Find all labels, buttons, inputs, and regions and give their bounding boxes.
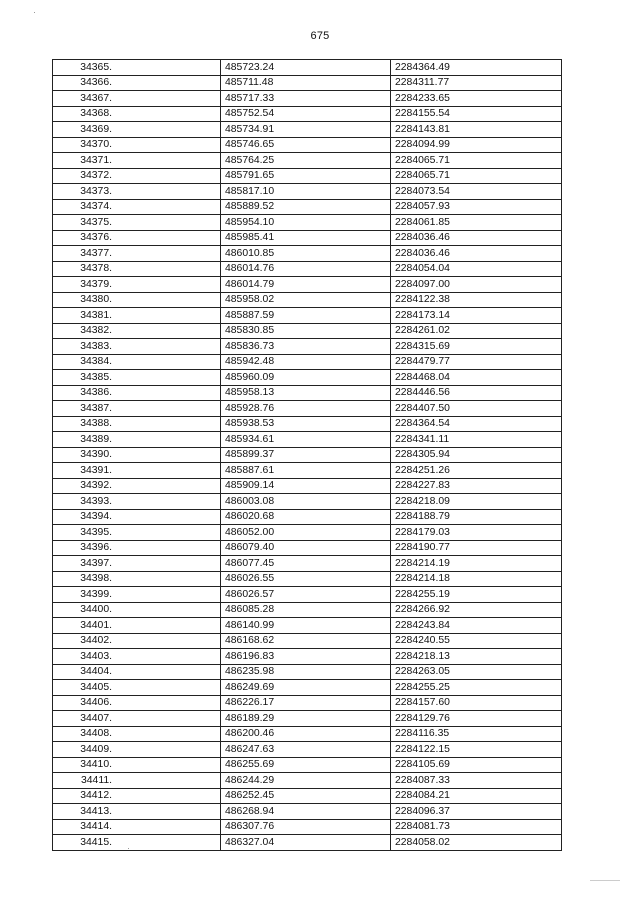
- y-coordinate-cell: 2284263.05: [391, 664, 562, 680]
- x-coordinate-cell: 486003.08: [221, 494, 391, 510]
- x-coordinate-cell: 485899.37: [221, 447, 391, 463]
- table-row: [53, 478, 562, 494]
- point-number-cell: 34377.: [53, 246, 221, 262]
- point-number-cell: 34415.: [53, 835, 221, 851]
- x-coordinate-cell: 485934.61: [221, 432, 391, 448]
- point-number-cell: 34390.: [53, 447, 221, 463]
- point-number-cell: 34410.: [53, 757, 221, 773]
- table-row: [53, 153, 562, 169]
- table-row: [53, 819, 562, 835]
- point-number-cell: 34376.: [53, 230, 221, 246]
- x-coordinate-cell: 486085.28: [221, 602, 391, 618]
- y-coordinate-cell: 2284173.14: [391, 308, 562, 324]
- table-row: [53, 184, 562, 200]
- x-coordinate-cell: 486327.04: [221, 835, 391, 851]
- point-number-cell: 34395.: [53, 525, 221, 541]
- x-coordinate-cell: 486168.62: [221, 633, 391, 649]
- y-coordinate-cell: 2284227.83: [391, 478, 562, 494]
- point-number-cell: 34374.: [53, 199, 221, 215]
- page-number: 675: [310, 30, 330, 42]
- table-row: [53, 571, 562, 587]
- point-number-cell: 34375.: [53, 215, 221, 231]
- y-coordinate-cell: 2284073.54: [391, 184, 562, 200]
- x-coordinate-cell: 485954.10: [221, 215, 391, 231]
- x-coordinate-cell: 485887.59: [221, 308, 391, 324]
- x-coordinate-cell: 486247.63: [221, 742, 391, 758]
- scan-speck: [34, 12, 35, 13]
- scan-speck: [128, 848, 129, 849]
- table-row: [53, 354, 562, 370]
- table-row: [53, 447, 562, 463]
- y-coordinate-cell: 2284087.33: [391, 773, 562, 789]
- point-number-cell: 34393.: [53, 494, 221, 510]
- table-row: [53, 633, 562, 649]
- point-number-cell: 34385.: [53, 370, 221, 386]
- point-number-cell: 34389.: [53, 432, 221, 448]
- y-coordinate-cell: 2284311.77: [391, 75, 562, 91]
- table-row: [53, 742, 562, 758]
- point-number-cell: 34398.: [53, 571, 221, 587]
- x-coordinate-cell: 486189.29: [221, 711, 391, 727]
- y-coordinate-cell: 2284065.71: [391, 153, 562, 169]
- y-coordinate-cell: 2284341.11: [391, 432, 562, 448]
- x-coordinate-cell: 485960.09: [221, 370, 391, 386]
- table-row: [53, 416, 562, 432]
- table-row: [53, 91, 562, 107]
- table-row: [53, 680, 562, 696]
- x-coordinate-cell: 485830.85: [221, 323, 391, 339]
- y-coordinate-cell: 2284036.46: [391, 230, 562, 246]
- x-coordinate-cell: 486026.57: [221, 587, 391, 603]
- table-row: [53, 432, 562, 448]
- table-row: [53, 649, 562, 665]
- y-coordinate-cell: 2284122.15: [391, 742, 562, 758]
- y-coordinate-cell: 2284065.71: [391, 168, 562, 184]
- y-coordinate-cell: 2284243.84: [391, 618, 562, 634]
- y-coordinate-cell: 2284179.03: [391, 525, 562, 541]
- y-coordinate-cell: 2284157.60: [391, 695, 562, 711]
- point-number-cell: 34407.: [53, 711, 221, 727]
- x-coordinate-cell: 485836.73: [221, 339, 391, 355]
- scan-speck: [590, 880, 620, 881]
- point-number-cell: 34411.: [53, 773, 221, 789]
- point-number-cell: 34399.: [53, 587, 221, 603]
- y-coordinate-cell: 2284214.18: [391, 571, 562, 587]
- y-coordinate-cell: 2284233.65: [391, 91, 562, 107]
- table-row: [53, 757, 562, 773]
- point-number-cell: 34394.: [53, 509, 221, 525]
- y-coordinate-cell: 2284364.54: [391, 416, 562, 432]
- y-coordinate-cell: 2284240.55: [391, 633, 562, 649]
- point-number-cell: 34387.: [53, 401, 221, 417]
- point-number-cell: 34400.: [53, 602, 221, 618]
- y-coordinate-cell: 2284155.54: [391, 106, 562, 122]
- point-number-cell: 34386.: [53, 385, 221, 401]
- point-number-cell: 34380.: [53, 292, 221, 308]
- table-row: [53, 695, 562, 711]
- x-coordinate-cell: 485909.14: [221, 478, 391, 494]
- y-coordinate-cell: 2284094.99: [391, 137, 562, 153]
- point-number-cell: 34396.: [53, 540, 221, 556]
- point-number-cell: 34367.: [53, 91, 221, 107]
- table-row: [53, 60, 562, 76]
- y-coordinate-cell: 2284468.04: [391, 370, 562, 386]
- coordinates-table: [52, 59, 562, 851]
- point-number-cell: 34405.: [53, 680, 221, 696]
- table-row: [53, 618, 562, 634]
- table-row: [53, 602, 562, 618]
- table-row: [53, 215, 562, 231]
- x-coordinate-cell: 485958.13: [221, 385, 391, 401]
- y-coordinate-cell: 2284261.02: [391, 323, 562, 339]
- x-coordinate-cell: 485752.54: [221, 106, 391, 122]
- table-row: [53, 788, 562, 804]
- point-number-cell: 34382.: [53, 323, 221, 339]
- table-row: [53, 199, 562, 215]
- y-coordinate-cell: 2284105.69: [391, 757, 562, 773]
- point-number-cell: 34371.: [53, 153, 221, 169]
- x-coordinate-cell: 486226.17: [221, 695, 391, 711]
- point-number-cell: 34402.: [53, 633, 221, 649]
- y-coordinate-cell: 2284255.19: [391, 587, 562, 603]
- x-coordinate-cell: 485928.76: [221, 401, 391, 417]
- point-number-cell: 34381.: [53, 308, 221, 324]
- y-coordinate-cell: 2284096.37: [391, 804, 562, 820]
- point-number-cell: 34379.: [53, 277, 221, 293]
- y-coordinate-cell: 2284084.21: [391, 788, 562, 804]
- x-coordinate-cell: 485711.48: [221, 75, 391, 91]
- table-row: [53, 106, 562, 122]
- y-coordinate-cell: 2284057.93: [391, 199, 562, 215]
- y-coordinate-cell: 2284315.69: [391, 339, 562, 355]
- x-coordinate-cell: 486014.79: [221, 277, 391, 293]
- table-row: [53, 137, 562, 153]
- y-coordinate-cell: 2284081.73: [391, 819, 562, 835]
- x-coordinate-cell: 485764.25: [221, 153, 391, 169]
- x-coordinate-cell: 486249.69: [221, 680, 391, 696]
- table-row: [53, 540, 562, 556]
- x-coordinate-cell: 485717.33: [221, 91, 391, 107]
- point-number-cell: 34388.: [53, 416, 221, 432]
- y-coordinate-cell: 2284116.35: [391, 726, 562, 742]
- table-row: [53, 587, 562, 603]
- table-row: [53, 292, 562, 308]
- y-coordinate-cell: 2284266.92: [391, 602, 562, 618]
- point-number-cell: 34392.: [53, 478, 221, 494]
- point-number-cell: 34414.: [53, 819, 221, 835]
- y-coordinate-cell: 2284061.85: [391, 215, 562, 231]
- x-coordinate-cell: 485746.65: [221, 137, 391, 153]
- table-row: [53, 711, 562, 727]
- x-coordinate-cell: 486255.69: [221, 757, 391, 773]
- table-row: [53, 122, 562, 138]
- y-coordinate-cell: 2284129.76: [391, 711, 562, 727]
- x-coordinate-cell: 485938.53: [221, 416, 391, 432]
- y-coordinate-cell: 2284446.56: [391, 385, 562, 401]
- x-coordinate-cell: 485887.61: [221, 463, 391, 479]
- table-row: [53, 75, 562, 91]
- table-row: [53, 277, 562, 293]
- x-coordinate-cell: 486079.40: [221, 540, 391, 556]
- point-number-cell: 34365.: [53, 60, 221, 76]
- table-row: [53, 726, 562, 742]
- x-coordinate-cell: 485723.24: [221, 60, 391, 76]
- x-coordinate-cell: 485791.65: [221, 168, 391, 184]
- y-coordinate-cell: 2284036.46: [391, 246, 562, 262]
- x-coordinate-cell: 486252.45: [221, 788, 391, 804]
- table-row: [53, 370, 562, 386]
- table-row: [53, 556, 562, 572]
- x-coordinate-cell: 485958.02: [221, 292, 391, 308]
- y-coordinate-cell: 2284054.04: [391, 261, 562, 277]
- y-coordinate-cell: 2284305.94: [391, 447, 562, 463]
- x-coordinate-cell: 486235.98: [221, 664, 391, 680]
- point-number-cell: 34368.: [53, 106, 221, 122]
- y-coordinate-cell: 2284188.79: [391, 509, 562, 525]
- table-row: [53, 494, 562, 510]
- y-coordinate-cell: 2284255.25: [391, 680, 562, 696]
- y-coordinate-cell: 2284218.13: [391, 649, 562, 665]
- y-coordinate-cell: 2284479.77: [391, 354, 562, 370]
- point-number-cell: 34403.: [53, 649, 221, 665]
- y-coordinate-cell: 2284122.38: [391, 292, 562, 308]
- y-coordinate-cell: 2284251.26: [391, 463, 562, 479]
- point-number-cell: 34378.: [53, 261, 221, 277]
- table-row: [53, 401, 562, 417]
- point-number-cell: 34369.: [53, 122, 221, 138]
- x-coordinate-cell: 486052.00: [221, 525, 391, 541]
- point-number-cell: 34366.: [53, 75, 221, 91]
- point-number-cell: 34408.: [53, 726, 221, 742]
- x-coordinate-cell: 486010.85: [221, 246, 391, 262]
- table-row: [53, 509, 562, 525]
- y-coordinate-cell: 2284214.19: [391, 556, 562, 572]
- y-coordinate-cell: 2284407.50: [391, 401, 562, 417]
- y-coordinate-cell: 2284190.77: [391, 540, 562, 556]
- x-coordinate-cell: 485889.52: [221, 199, 391, 215]
- x-coordinate-cell: 486200.46: [221, 726, 391, 742]
- x-coordinate-cell: 485734.91: [221, 122, 391, 138]
- point-number-cell: 34372.: [53, 168, 221, 184]
- table-row: [53, 323, 562, 339]
- x-coordinate-cell: 486140.99: [221, 618, 391, 634]
- table-row: [53, 230, 562, 246]
- x-coordinate-cell: 486268.94: [221, 804, 391, 820]
- table-row: [53, 246, 562, 262]
- point-number-cell: 34373.: [53, 184, 221, 200]
- point-number-cell: 34370.: [53, 137, 221, 153]
- table-row: [53, 525, 562, 541]
- y-coordinate-cell: 2284058.02: [391, 835, 562, 851]
- point-number-cell: 34391.: [53, 463, 221, 479]
- x-coordinate-cell: 486307.76: [221, 819, 391, 835]
- table-row: [53, 804, 562, 820]
- x-coordinate-cell: 485985.41: [221, 230, 391, 246]
- coordinates-table-body: [53, 60, 562, 851]
- table-row: [53, 308, 562, 324]
- table-row: [53, 773, 562, 789]
- point-number-cell: 34412.: [53, 788, 221, 804]
- table-row: [53, 261, 562, 277]
- point-number-cell: 34384.: [53, 354, 221, 370]
- point-number-cell: 34404.: [53, 664, 221, 680]
- x-coordinate-cell: 486026.55: [221, 571, 391, 587]
- x-coordinate-cell: 485817.10: [221, 184, 391, 200]
- x-coordinate-cell: 486196.83: [221, 649, 391, 665]
- y-coordinate-cell: 2284364.49: [391, 60, 562, 76]
- point-number-cell: 34409.: [53, 742, 221, 758]
- table-row: [53, 168, 562, 184]
- x-coordinate-cell: 486077.45: [221, 556, 391, 572]
- y-coordinate-cell: 2284143.81: [391, 122, 562, 138]
- table-row: [53, 664, 562, 680]
- x-coordinate-cell: 486244.29: [221, 773, 391, 789]
- x-coordinate-cell: 485942.48: [221, 354, 391, 370]
- x-coordinate-cell: 486014.76: [221, 261, 391, 277]
- table-row: [53, 339, 562, 355]
- table-row: [53, 385, 562, 401]
- point-number-cell: 34406.: [53, 695, 221, 711]
- point-number-cell: 34397.: [53, 556, 221, 572]
- point-number-cell: 34383.: [53, 339, 221, 355]
- y-coordinate-cell: 2284218.09: [391, 494, 562, 510]
- point-number-cell: 34413.: [53, 804, 221, 820]
- y-coordinate-cell: 2284097.00: [391, 277, 562, 293]
- point-number-cell: 34401.: [53, 618, 221, 634]
- table-row: [53, 463, 562, 479]
- x-coordinate-cell: 486020.68: [221, 509, 391, 525]
